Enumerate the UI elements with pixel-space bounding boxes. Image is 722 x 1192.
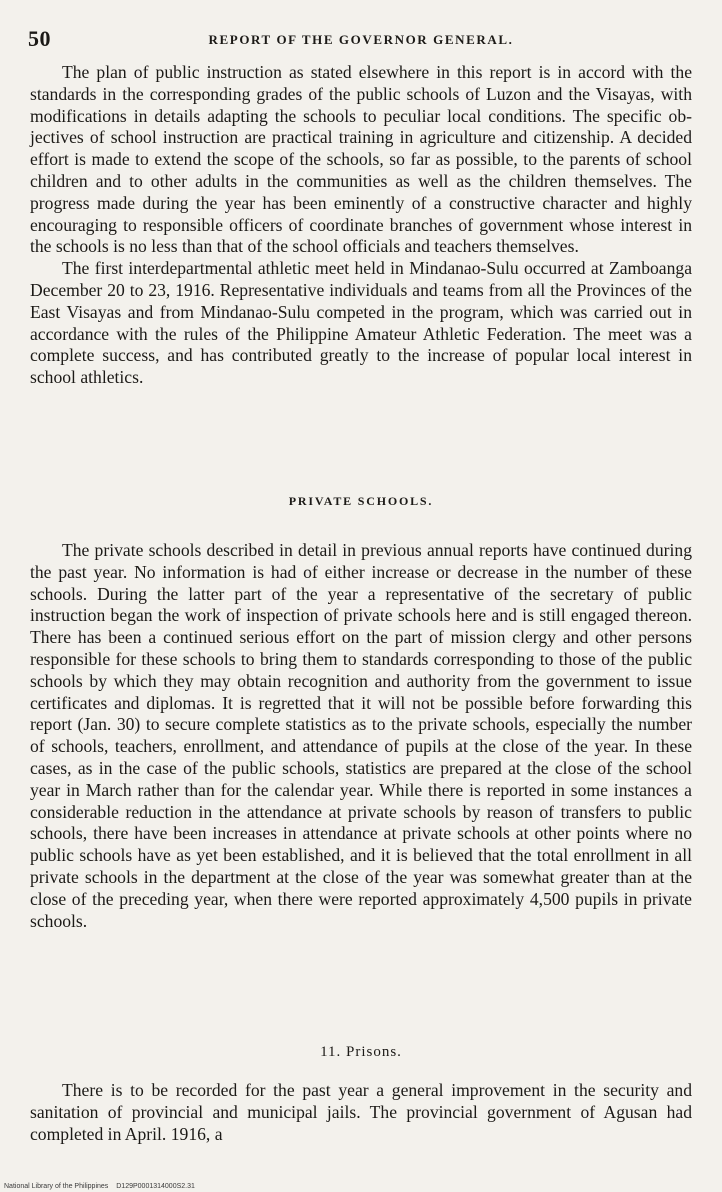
paragraph-prisons: There is to be recorded for the past year a general improvement in the security and sanitation of provincial and municipal jails. The provincial government of Agusan had completed in April. 1916, a	[30, 1080, 692, 1144]
paragraph-public-instruction: The plan of public instruction as stated elsewhere in this report is in accord with the standards in the corresponding grades of the public schools of Luzon and the Visayas, with modifications in details adapting the schools to peculiar local conditions. The specific objectives of school instruction are practical training in agriculture and citizenship. A decided effort is made to extend the scope of the schools, so far as possible, to the parents of school children and to other adults in the communities as well as the children themselves. The progress made during the year has been eminently of a constructive character and highly encouraging to responsible officers of coordinate branches of government whose interest in the schools is no less than that of the school officials and teachers themselves.	[30, 62, 692, 257]
footer-library: National Library of the Philippines	[4, 1183, 109, 1190]
running-head-title: REPORT OF THE GOVERNOR GENERAL.	[208, 32, 514, 47]
paragraph-private-schools: The private schools described in detail in previous annual reports have continued during the past year. No information is had of either increase or decrease in the number of these schools. During the latter part of the year a representative of the secretary of public instruction began the work of inspection of private schools here and is still engaged thereon. There has been a continued serious effort on the part of mission clergy and other persons responsible for these schools to bring them to standards corresponding to those of the public schools by which they may obtain recognition and authority from the government to issue certificates and diplomas. It is regretted that it will not be possible before forwarding this report (Jan. 30) to secure complete statistics as to the private schools, especially the number of schools, teachers, enrollment, and attendance of pupils at the close of the year. In these cases, as in the case of the public schools, statistics are prepared at the close of the school year in March rather than for the calendar year. While there is reported in some instances a considerable reduction in the attendance at private schools by reason of transfers to public schools, there have been increases in attendance at private schools at other points where no public schools have as yet been established, and it is believed that the total enrollment in all private schools in the department at the close of the year was somewhat greater than at the close of the preceding year, when there were reported approximately 4,500 pupils in private schools.	[30, 540, 692, 931]
footer-code: D129P0001314000S2.31	[116, 1183, 195, 1190]
footer-source-line	[4, 1183, 201, 1190]
running-head	[28, 26, 694, 56]
paragraph-athletic-meet: The first interdepartmental athletic meet held in Mindanao-Sulu occurred at Zamboanga December 20 to 23, 1916. Representative individuals and teams from all the Provinces of the East Visayas and from Mindanao-Sulu competed in the program, which was carried out in accordance with the rules of the Philippine Amateur Athletic Federation. The meet was a complete success, and has contributed greatly to the increase of popular local interest in school athletics.	[30, 258, 692, 388]
private-schools-text-block	[30, 540, 692, 932]
prisons-text-block	[30, 1080, 692, 1145]
page-number: 50	[28, 26, 51, 51]
section-heading-prisons: 11. Prisons.	[320, 1044, 402, 1060]
section-heading-private-schools: PRIVATE SCHOOLS.	[288, 494, 434, 508]
intro-text-block	[30, 62, 692, 389]
